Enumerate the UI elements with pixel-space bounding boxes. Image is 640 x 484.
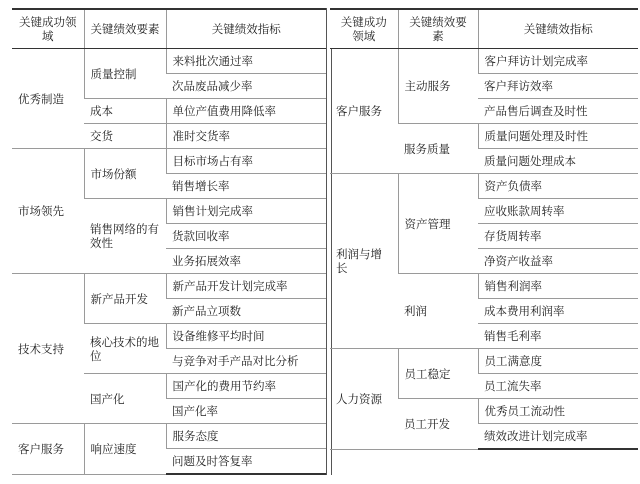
header-factor: 关键绩效要素 xyxy=(84,9,166,49)
domain-cell: 客户服务 xyxy=(12,424,84,475)
kpi-cell: 服务态度 xyxy=(166,424,326,449)
kpi-cell: 新产品开发计划完成率 xyxy=(166,274,326,299)
factor-cell: 成本 xyxy=(84,99,166,124)
factor-cell: 主动服务 xyxy=(398,49,478,124)
kpi-cell: 销售利润率 xyxy=(478,274,638,299)
kpi-cell: 存货周转率 xyxy=(478,224,638,249)
header-row xyxy=(330,9,638,49)
kpi-cell: 业务拓展效率 xyxy=(166,249,326,274)
header-row xyxy=(12,9,326,49)
kpi-cell: 应收账款周转率 xyxy=(478,199,638,224)
kpi-cell: 单位产值费用降低率 xyxy=(166,99,326,124)
factor-cell: 资产管理 xyxy=(398,174,478,274)
domain-cell: 客户服务 xyxy=(330,49,398,174)
kpi-cell: 销售计划完成率 xyxy=(166,199,326,224)
domain-cell: 技术支持 xyxy=(12,274,84,424)
kpi-cell: 销售毛利率 xyxy=(478,324,638,349)
header-factor: 关键绩效要素 xyxy=(398,9,478,49)
table-row xyxy=(330,174,638,199)
domain-cell: 优秀制造 xyxy=(12,49,84,149)
table-row xyxy=(330,349,638,374)
kpi-cell: 产品售后调查及时性 xyxy=(478,99,638,124)
kpi-cell: 员工满意度 xyxy=(478,349,638,374)
kpi-cell: 员工流失率 xyxy=(478,374,638,399)
factor-cell: 交货 xyxy=(84,124,166,149)
table-row xyxy=(12,149,326,174)
kpi-cell: 资产负债率 xyxy=(478,174,638,199)
kpi-cell: 货款回收率 xyxy=(166,224,326,249)
table-row xyxy=(12,274,326,299)
factor-cell: 国产化 xyxy=(84,374,166,424)
kpi-cell: 销售增长率 xyxy=(166,174,326,199)
factor-cell: 新产品开发 xyxy=(84,274,166,324)
kpi-cell: 国产化的费用节约率 xyxy=(166,374,326,399)
kpi-table-right xyxy=(330,8,638,450)
kpi-cell: 与竞争对手产品对比分析 xyxy=(166,349,326,374)
factor-cell: 销售网络的有效性 xyxy=(84,199,166,274)
factor-cell: 质量控制 xyxy=(84,49,166,99)
table-row xyxy=(12,424,326,449)
kpi-cell: 来料批次通过率 xyxy=(166,49,326,74)
factor-cell: 员工稳定 xyxy=(398,349,478,399)
domain-cell: 利润与增长 xyxy=(330,174,398,349)
kpi-cell: 设备维修平均时间 xyxy=(166,324,326,349)
factor-cell: 员工开发 xyxy=(398,399,478,450)
factor-cell: 核心技术的地位 xyxy=(84,324,166,374)
factor-cell: 服务质量 xyxy=(398,124,478,174)
kpi-cell: 问题及时答复率 xyxy=(166,449,326,475)
kpi-cell: 准时交货率 xyxy=(166,124,326,149)
factor-cell: 响应速度 xyxy=(84,424,166,475)
kpi-cell: 绩效改进计划完成率 xyxy=(478,424,638,450)
kpi-cell: 次品废品减少率 xyxy=(166,74,326,99)
kpi-cell: 质量问题处理及时性 xyxy=(478,124,638,149)
kpi-table-left xyxy=(12,8,326,475)
kpi-cell: 优秀员工流动性 xyxy=(478,399,638,424)
kpi-cell: 目标市场占有率 xyxy=(166,149,326,174)
factor-cell: 市场份额 xyxy=(84,149,166,199)
table-row xyxy=(12,49,326,74)
table-row xyxy=(330,49,638,74)
kpi-cell: 国产化率 xyxy=(166,399,326,424)
kpi-cell: 质量问题处理成本 xyxy=(478,149,638,174)
kpi-cell: 净资产收益率 xyxy=(478,249,638,274)
domain-cell: 市场领先 xyxy=(12,149,84,274)
header-domain: 关键成功领域 xyxy=(330,9,398,49)
factor-cell: 利润 xyxy=(398,274,478,349)
kpi-cell: 客户拜访效率 xyxy=(478,74,638,99)
kpi-cell: 新产品立项数 xyxy=(166,299,326,324)
domain-cell: 人力资源 xyxy=(330,349,398,450)
header-domain: 关键成功领域 xyxy=(12,9,84,49)
kpi-cell: 成本费用利润率 xyxy=(478,299,638,324)
header-kpi: 关键绩效指标 xyxy=(166,9,326,49)
header-kpi: 关键绩效指标 xyxy=(478,9,638,49)
kpi-cell: 客户拜访计划完成率 xyxy=(478,49,638,74)
